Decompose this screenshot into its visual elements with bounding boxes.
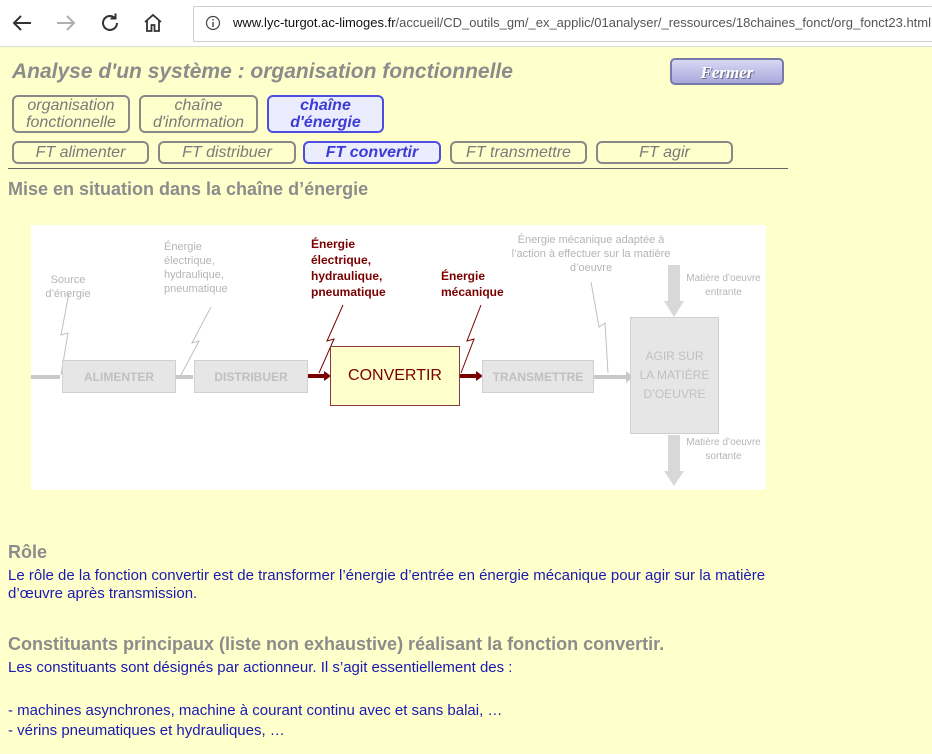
close-button[interactable]: Fermer — [670, 58, 784, 85]
tab-organisation-fonctionnelle[interactable]: organisation fonctionnelle — [12, 95, 130, 133]
back-arrow-icon — [11, 12, 33, 34]
forward-arrow-icon — [55, 12, 77, 34]
reload-icon — [99, 12, 121, 34]
box-agir: AGIR SUR LA MATIÈRE D’OEUVRE — [630, 317, 719, 434]
energie-mecanique-label: Énergie mécanique — [441, 269, 504, 299]
tab-ft-transmettre[interactable]: FT transmettre — [450, 141, 587, 164]
info-icon[interactable] — [205, 15, 221, 31]
matiere-sortante-label: Matière d’oeuvre sortante — [686, 437, 761, 462]
url-host: www.lyc-turgot.ac-limoges.fr — [233, 15, 396, 30]
section-heading-mise-en-situation: Mise en situation dans la chaîne d’énergie — [8, 179, 369, 199]
box-convertir: CONVERTIR — [330, 346, 460, 406]
tab-ft-distribuer[interactable]: FT distribuer — [158, 141, 296, 164]
tab-chaine-energie[interactable]: chaîne d'énergie — [267, 95, 384, 133]
box-alimenter: ALIMENTER — [62, 360, 176, 393]
page-title: Analyse d'un système : organisation fonctionnelle — [12, 60, 513, 83]
tab-ft-convertir[interactable]: FT convertir — [303, 141, 441, 164]
reload-button[interactable] — [95, 8, 125, 38]
energy-chain-diagram — [31, 225, 766, 490]
tab-ft-alimenter[interactable]: FT alimenter — [12, 141, 149, 164]
energie-entree-label: Énergie électrique, hydraulique, pneumatique — [164, 241, 228, 295]
energie-a-convertir-label: Énergie électrique, hydraulique, pneumatique — [311, 237, 386, 299]
list-item: - vérins pneumatiques et hydrauliques, … — [8, 722, 285, 739]
forward-button[interactable] — [51, 8, 81, 38]
box-transmettre: TRANSMETTRE — [482, 360, 594, 393]
source-energie-label: Source d’énergie — [45, 274, 91, 300]
tab-chaine-information[interactable]: chaîne d'information — [139, 95, 258, 133]
home-button[interactable] — [138, 8, 168, 38]
role-text: Le rôle de la fonction convertir est de transformer l’énergie d’entrée en énergie mécanique pour agir sur la matière d’œuvre après transmission. — [8, 567, 766, 602]
box-distribuer: DISTRIBUER — [194, 360, 308, 393]
constituants-intro: Les constituants sont désignés par actionneur. Il s’agit essentiellement des : — [8, 659, 513, 676]
list-item: - machines asynchrones, machine à courant continu avec et sans balai, … — [8, 702, 503, 719]
energie-adaptee-label: Énergie mécanique adaptée à l’action à effectuer sur la matière d’oeuvre — [511, 234, 671, 274]
address-bar[interactable] — [193, 6, 932, 42]
back-button[interactable] — [7, 8, 37, 38]
section-heading-role: Rôle — [8, 542, 48, 562]
browser-toolbar — [0, 0, 932, 47]
separator-line — [8, 168, 788, 169]
tab-ft-agir[interactable]: FT agir — [596, 141, 733, 164]
section-heading-constituants: Constituants principaux (liste non exhaustive) réalisant la fonction convertir. — [8, 634, 665, 654]
matiere-entrante-label: Matière d’oeuvre entrante — [686, 273, 761, 298]
url-path: /accueil/CD_outils_gm/_ex_applic/01analyser/_ressources/18chaines_fonct/org_fonct23.html — [395, 15, 932, 30]
url-text — [233, 15, 931, 30]
home-icon — [142, 12, 164, 34]
